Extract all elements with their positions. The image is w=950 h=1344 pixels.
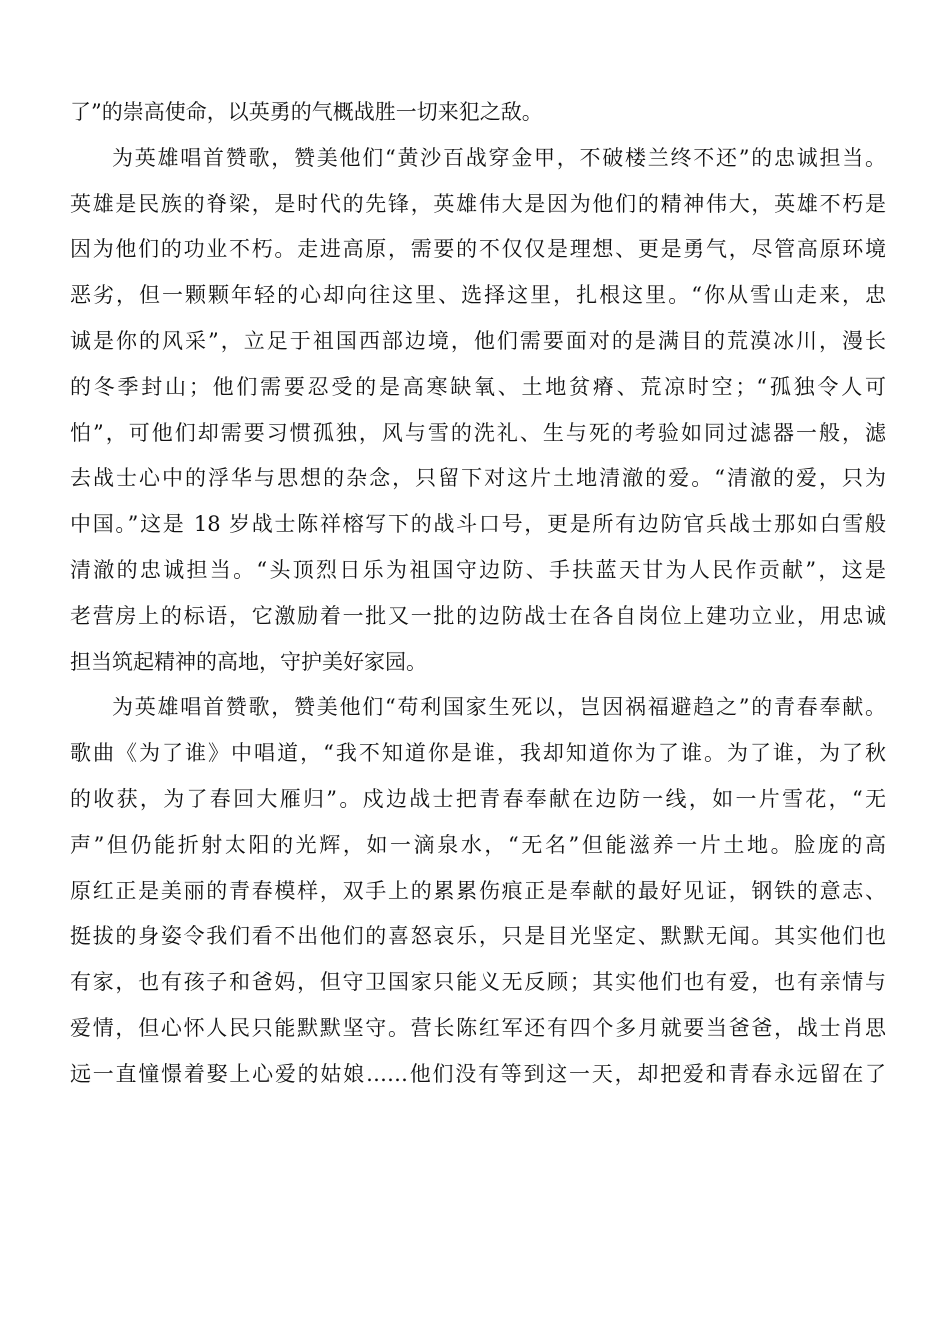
text-line: 老营房上的标语，它激励着一批又一批的边防战士在各自岗位上建功立业，用忠诚 bbox=[70, 603, 886, 628]
text-line: 歌曲《为了谁》中唱道，“我不知道你是谁，我却知道你为了谁。为了谁，为了秋 bbox=[70, 741, 886, 766]
text-line: 声”但仍能折射太阳的光辉，如一滴泉水，“无名”但能滋养一片土地。脸庞的高 bbox=[70, 832, 886, 857]
text-line: 中国。”这是 18 岁战士陈祥榕写下的战斗口号，更是所有边防官兵战士那如白雪般 bbox=[70, 512, 886, 537]
text-line: 有家，也有孩子和爸妈，但守卫国家只能义无反顾；其实他们也有爱，也有亲情与 bbox=[70, 970, 886, 995]
text-line: 因为他们的功业不朽。走进高原，需要的不仅仅是理想、更是勇气，尽管高原环境 bbox=[70, 237, 886, 262]
text-line: 恶劣，但一颗颗年轻的心却向往这里、选择这里，扎根这里。“你从雪山走来，忠 bbox=[70, 283, 886, 308]
text-line: 远一直憧憬着娶上心爱的姑娘……他们没有等到这一天，却把爱和青春永远留在了 bbox=[70, 1061, 886, 1086]
text-line: 担当筑起精神的高地，守护美好家园。 bbox=[70, 649, 427, 674]
text-line: 了”的崇高使命，以英勇的气概战胜一切来犯之敌。 bbox=[70, 100, 543, 124]
text-line: 的冬季封山；他们需要忍受的是高寒缺氧、土地贫瘠、荒凉时空；“孤独令人可 bbox=[70, 374, 886, 399]
text-line: 诚是你的风采”，立足于祖国西部边境，他们需要面对的是满目的荒漠冰川，漫长 bbox=[70, 328, 886, 353]
text-line: 去战士心中的浮华与思想的杂念，只留下对这片土地清澈的爱。“清澈的爱，只为 bbox=[70, 466, 886, 491]
text-line: 清澈的忠诚担当。“头顶烈日乐为祖国守边防、手扶蓝天甘为人民作贡献”，这是 bbox=[70, 557, 886, 582]
document-page bbox=[70, 90, 886, 1098]
text-line: 爱情，但心怀人民只能默默坚守。营长陈红军还有四个多月就要当爸爸，战士肖思 bbox=[70, 1015, 886, 1040]
text-line: 挺拔的身姿令我们看不出他们的喜怒哀乐，只是目光坚定、默默无闻。其实他们也 bbox=[70, 924, 886, 949]
text-line: 英雄是民族的脊梁，是时代的先锋，英雄伟大是因为他们的精神伟大，英雄不朽是 bbox=[70, 191, 886, 216]
text-line: 为英雄唱首赞歌，赞美他们“苟利国家生死以，岂因祸福避趋之”的青春奉献。 bbox=[112, 695, 886, 720]
text-line: 原红正是美丽的青春模样，双手上的累累伤痕正是奉献的最好见证，钢铁的意志、 bbox=[70, 878, 886, 903]
text-line: 怕”，可他们却需要习惯孤独，风与雪的洗礼、生与死的考验如同过滤器一般，滤 bbox=[70, 420, 886, 445]
text-line: 为英雄唱首赞歌，赞美他们“黄沙百战穿金甲，不破楼兰终不还”的忠诚担当。 bbox=[112, 145, 886, 170]
text-line: 的收获，为了春回大雁归”。戍边战士把青春奉献在边防一线，如一片雪花，“无 bbox=[70, 786, 886, 811]
